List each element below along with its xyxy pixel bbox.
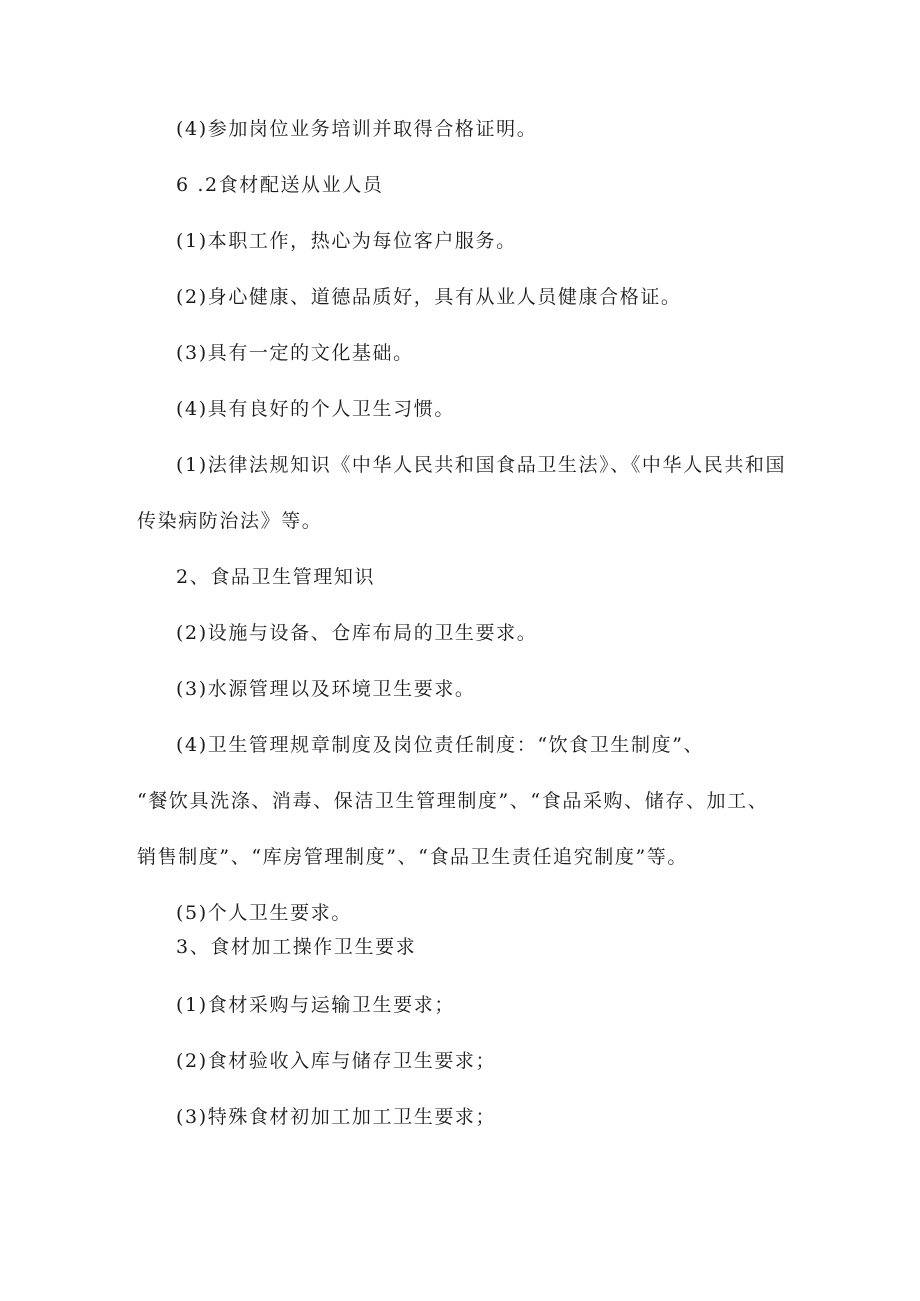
text-line: (1)食材采购与运输卫生要求； (176, 994, 455, 1016)
section-heading: 2、食品卫生管理知识 (176, 566, 376, 588)
text-line: (2)身心健康、道德品质好，具有从业人员健康合格证。 (176, 286, 682, 308)
text-line: (4)具有良好的个人卫生习惯。 (176, 398, 455, 420)
text-line: (4)参加岗位业务培训并取得合格证明。 (176, 118, 538, 140)
text-line: 销售制度”、“库房管理制度”、“食品卫生责任追究制度”等。 (137, 846, 688, 868)
section-heading: 3、食材加工操作卫生要求 (176, 936, 417, 958)
text-line: (3)水源管理以及环境卫生要求。 (176, 678, 476, 700)
text-line: (4)卫生管理规章制度及岗位责任制度：“饮食卫生制度”、 (176, 734, 705, 756)
text-line: 传染病防治法》等。 (137, 510, 323, 532)
text-line: (2)设施与设备、仓库布局的卫生要求。 (176, 622, 538, 644)
text-line: (2)食材验收入库与储存卫生要求； (176, 1050, 497, 1072)
text-line: (3)具有一定的文化基础。 (176, 342, 414, 364)
text-line: “餐饮具洗涤、消毒、保洁卫生管理制度”、“食品采购、储存、加工、 (137, 790, 769, 812)
text-line: (1)法律法规知识《中华人民共和国食品卫生法》、《中华人民共和国 (176, 454, 787, 476)
text-line: (5)个人卫生要求。 (176, 902, 352, 924)
text-line: (1)本职工作，热心为每位客户服务。 (176, 230, 517, 252)
section-heading: 6 .2食材配送从业人员 (176, 174, 384, 196)
text-line: (3)特殊食材初加工加工卫生要求； (176, 1106, 497, 1128)
